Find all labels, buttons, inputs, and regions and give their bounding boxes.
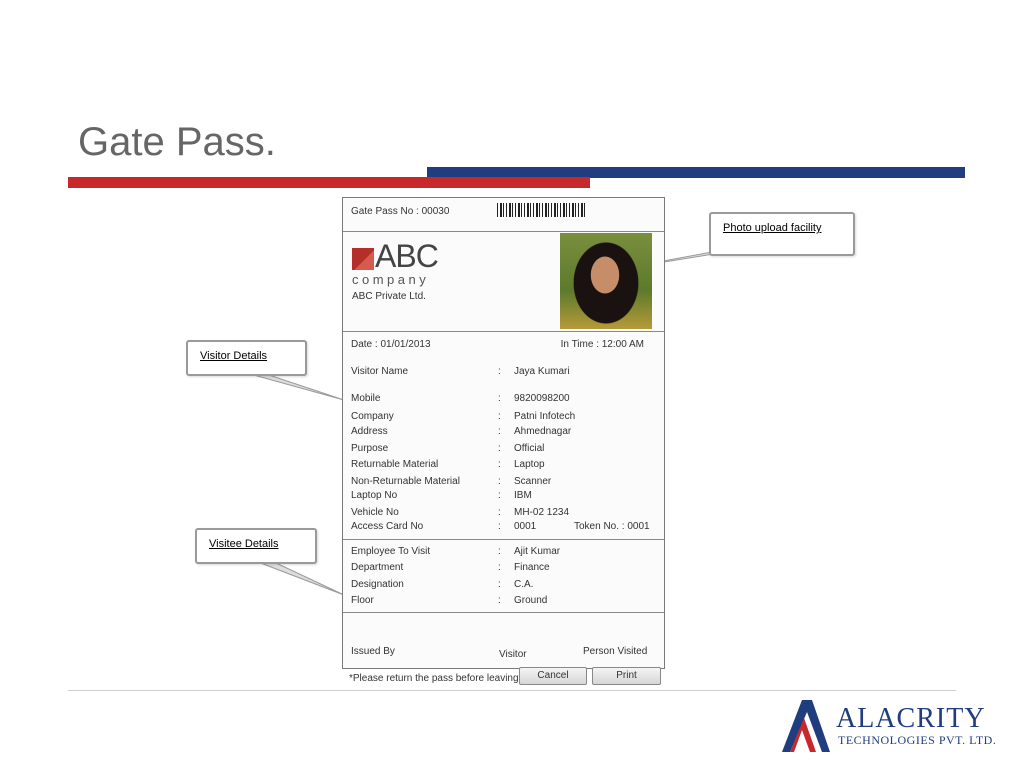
detail-separator: : <box>498 393 501 404</box>
detail-label: Non-Returnable Material <box>351 476 460 487</box>
detail-label: Employee To Visit <box>351 546 431 557</box>
detail-label: Returnable Material <box>351 459 439 470</box>
abc-logo-company: company <box>352 272 430 287</box>
date-row <box>343 339 664 353</box>
detail-value: Ajit Kumar <box>514 546 561 557</box>
visitee-details-callout: Visitee Details <box>195 528 317 564</box>
detail-value: Patni Infotech <box>514 411 576 422</box>
detail-label: Designation <box>351 579 404 590</box>
detail-row <box>343 490 664 504</box>
alacrity-logo-icon <box>782 700 830 752</box>
detail-label: Visitor Name <box>351 366 409 377</box>
detail-row <box>343 476 664 490</box>
pass-header <box>343 198 664 232</box>
detail-separator: : <box>498 579 501 590</box>
accent-bar-red <box>68 177 590 188</box>
detail-separator: : <box>498 411 501 422</box>
detail-label: Vehicle No <box>351 507 399 518</box>
detail-row <box>343 546 664 560</box>
barcode-image <box>497 203 585 217</box>
in-time-value: In Time : 12:00 AM <box>560 339 644 350</box>
detail-separator: : <box>498 366 501 377</box>
visitor-signature-label: Visitor <box>499 649 527 660</box>
date-value: Date : 01/01/2013 <box>351 339 431 350</box>
detail-row <box>343 443 664 457</box>
return-note: *Please return the pass before leaving <box>349 673 519 684</box>
abc-logo-text: ABC <box>375 238 438 274</box>
person-visited-label: Person Visited <box>583 646 648 657</box>
detail-label: Department <box>351 562 404 573</box>
detail-value: Official <box>514 443 545 454</box>
detail-row <box>343 579 664 593</box>
detail-row <box>343 595 664 609</box>
detail-row <box>343 366 664 380</box>
detail-value: 9820098200 <box>514 393 570 404</box>
footer-divider <box>68 690 956 691</box>
detail-value: Ground <box>514 595 548 606</box>
cancel-button[interactable]: Cancel <box>519 667 587 685</box>
detail-row <box>343 507 664 521</box>
detail-value: Ahmednagar <box>514 426 572 437</box>
divider <box>343 331 664 332</box>
detail-row <box>343 393 664 407</box>
visitee-callout-pointer <box>258 562 344 595</box>
detail-value: MH-02 1234 <box>514 507 570 518</box>
detail-value: Jaya Kumari <box>514 366 570 377</box>
signature-row <box>343 646 664 660</box>
detail-row <box>343 562 664 576</box>
print-button[interactable]: Print <box>592 667 661 685</box>
visitor-details-callout: Visitor Details <box>186 340 307 376</box>
detail-label: Mobile <box>351 393 381 404</box>
divider <box>343 612 664 613</box>
detail-separator: : <box>498 507 501 518</box>
detail-label: Company <box>351 411 394 422</box>
abc-logo-mark <box>352 248 374 270</box>
detail-row <box>343 459 664 473</box>
detail-separator: : <box>498 476 501 487</box>
detail-label: Laptop No <box>351 490 398 501</box>
detail-value: 0001 <box>514 521 537 532</box>
detail-row <box>343 521 664 535</box>
alacrity-logo-subtitle: TECHNOLOGIES PVT. LTD. <box>838 733 997 747</box>
detail-separator: : <box>498 490 501 501</box>
detail-separator: : <box>498 459 501 470</box>
detail-separator: : <box>498 562 501 573</box>
detail-separator: : <box>498 595 501 606</box>
company-name: ABC Private Ltd. <box>352 291 426 302</box>
alacrity-logo-text: ALACRITY <box>836 703 986 734</box>
detail-value: C.A. <box>514 579 534 590</box>
pass-number: Gate Pass No : 00030 <box>351 206 450 217</box>
detail-label: Purpose <box>351 443 389 454</box>
detail-separator: : <box>498 521 501 532</box>
detail-label: Floor <box>351 595 374 606</box>
detail-separator: : <box>498 426 501 437</box>
visitor-callout-pointer <box>250 374 344 400</box>
token-number: Token No. : 0001 <box>574 521 650 532</box>
issued-by-label: Issued By <box>351 646 395 657</box>
divider <box>343 539 664 540</box>
detail-label: Address <box>351 426 388 437</box>
detail-value: Scanner <box>514 476 552 487</box>
detail-separator: : <box>498 443 501 454</box>
visitor-photo[interactable] <box>560 233 652 329</box>
detail-value: Laptop <box>514 459 545 470</box>
detail-value: IBM <box>514 490 532 501</box>
detail-label: Access Card No <box>351 521 424 532</box>
gate-pass-card <box>342 197 665 669</box>
detail-row <box>343 426 664 440</box>
detail-row <box>343 411 664 425</box>
detail-value: Finance <box>514 562 550 573</box>
slide-title: Gate Pass. <box>78 120 276 164</box>
detail-separator: : <box>498 546 501 557</box>
photo-upload-callout: Photo upload facility <box>709 212 855 256</box>
